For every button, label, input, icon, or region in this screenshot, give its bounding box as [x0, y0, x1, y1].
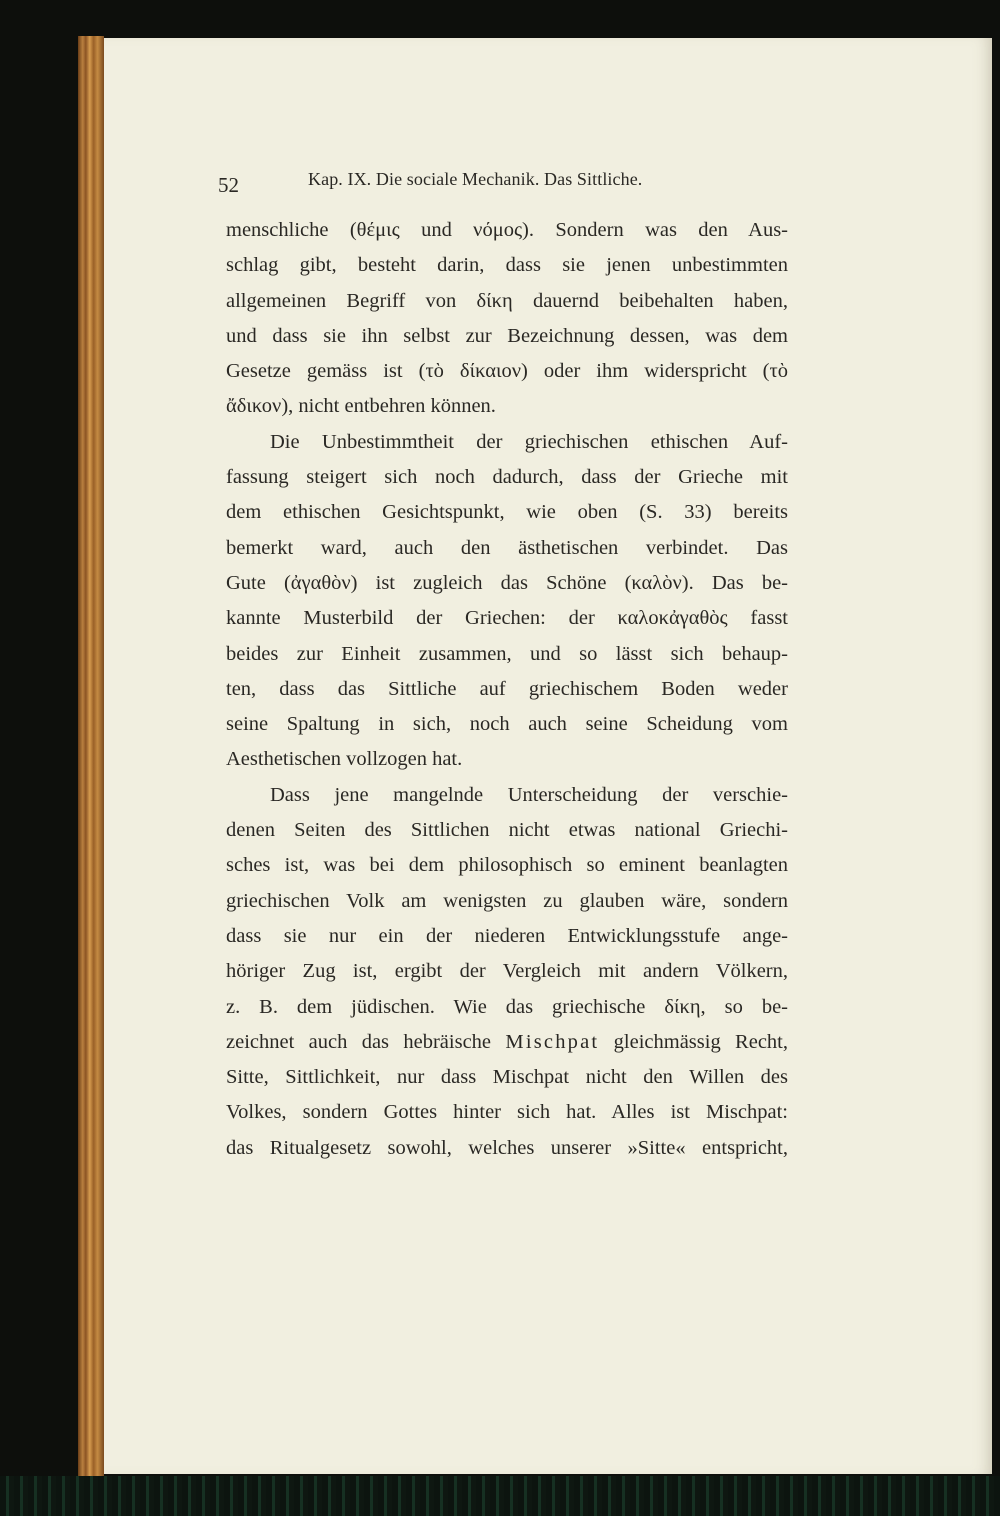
text-span: allgemeinen Begriff von δίκη dauernd beibehalten haben, — [226, 289, 788, 312]
text-line — [226, 495, 788, 530]
text-line — [226, 460, 788, 495]
text-span: ten, dass das Sittliche auf griechischem Boden weder — [226, 677, 788, 700]
text-span: kannte Musterbild der Griechen: der καλοκἀγαθὸς fasst — [226, 607, 788, 630]
text-line — [226, 954, 788, 989]
text-line — [226, 1060, 788, 1095]
text-span: Volkes, sondern Gottes hinter sich hat. Alles ist Mischpat: — [226, 1101, 788, 1124]
text-span: bemerkt ward, auch den ästhetischen verbindet. Das — [226, 536, 788, 559]
text-span: denen Seiten des Sittlichen nicht etwas national Griechi- — [226, 819, 788, 842]
text-span: höriger Zug ist, ergibt der Vergleich mit andern Völkern, — [226, 960, 788, 983]
page-number: 52 — [218, 173, 239, 197]
text-line — [226, 601, 788, 636]
text-line — [226, 284, 788, 319]
text-span: Die Unbestimmtheit der griechischen ethischen Auf- — [270, 430, 788, 453]
text-line — [226, 637, 788, 672]
text-span: schlag gibt, besteht darin, dass sie jenen unbestimmten — [226, 254, 788, 277]
running-head — [218, 165, 686, 201]
text-line — [226, 707, 788, 742]
text-span: das Ritualgesetz sowohl, welches unserer »Sitte« entspricht, — [226, 1136, 788, 1159]
text-span: und dass sie ihn selbst zur Bezeichnung dessen, was dem — [226, 324, 788, 347]
text-line — [226, 672, 788, 707]
text-line — [226, 319, 788, 354]
text-line — [226, 389, 788, 424]
text-line — [226, 990, 788, 1025]
text-span: seine Spaltung in sich, noch auch seine Scheidung vom — [226, 713, 788, 736]
body-text — [226, 213, 788, 1166]
text-line — [226, 884, 788, 919]
text-span: Gesetze gemäss ist (τὸ δίκαιον) oder ihm widerspricht (τὸ — [226, 360, 788, 383]
text-span: Sitte, Sittlichkeit, nur dass Mischpat nicht den Willen des — [226, 1066, 788, 1089]
text-line — [226, 354, 788, 389]
text-line — [226, 742, 788, 777]
text-line — [226, 778, 788, 813]
text-line — [226, 248, 788, 283]
text-span: beides zur Einheit zusammen, und so lässt sich behaup- — [226, 642, 788, 665]
text-span: dass sie nur ein der niederen Entwicklungsstufe ange- — [226, 924, 788, 947]
text-span: menschliche (θέμις und νόμος). Sondern was den Aus- — [226, 219, 788, 241]
text-span: Dass jene mangelnde Unterscheidung der verschie- — [270, 783, 788, 806]
text-line — [226, 848, 788, 883]
scanner-bed-strip — [0, 1476, 1000, 1516]
text-span: dem ethischen Gesichtspunkt, wie oben (S. 33) bereits — [226, 501, 788, 524]
text-span: z. B. dem jüdischen. Wie das griechische δίκη, so be- — [226, 995, 788, 1018]
text-line — [226, 1131, 788, 1166]
page-edge-stack — [78, 36, 104, 1476]
text-span: Aesthetischen vollzogen hat. — [226, 748, 463, 771]
text-span: sches ist, was bei dem philosophisch so eminent beanlagten — [226, 854, 788, 877]
text-line — [226, 919, 788, 954]
text-span: Gute (ἀγαθὸν) ist zugleich das Schöne (καλὸν). Das be- — [226, 571, 788, 594]
text-line — [226, 1025, 788, 1060]
text-line — [226, 1095, 788, 1130]
text-line — [226, 813, 788, 848]
text-span: griechischen Volk am wenigsten zu glauben wäre, sondern — [226, 889, 788, 912]
text-span: gleichmässig Recht, — [599, 1030, 788, 1053]
text-line — [226, 566, 788, 601]
text-span: fassung steigert sich noch dadurch, dass der Grieche mit — [226, 466, 788, 489]
text-span: Mischpat — [505, 1030, 600, 1053]
running-head-title: Kap. IX. Die sociale Mechanik. Das Sittliche. — [308, 169, 643, 189]
text-line — [226, 531, 788, 566]
text-span: ἄδικον), nicht entbehren können. — [226, 395, 496, 418]
text-line — [226, 425, 788, 460]
text-span: zeichnet auch das hebräische — [226, 1030, 506, 1053]
text-line — [226, 213, 788, 248]
